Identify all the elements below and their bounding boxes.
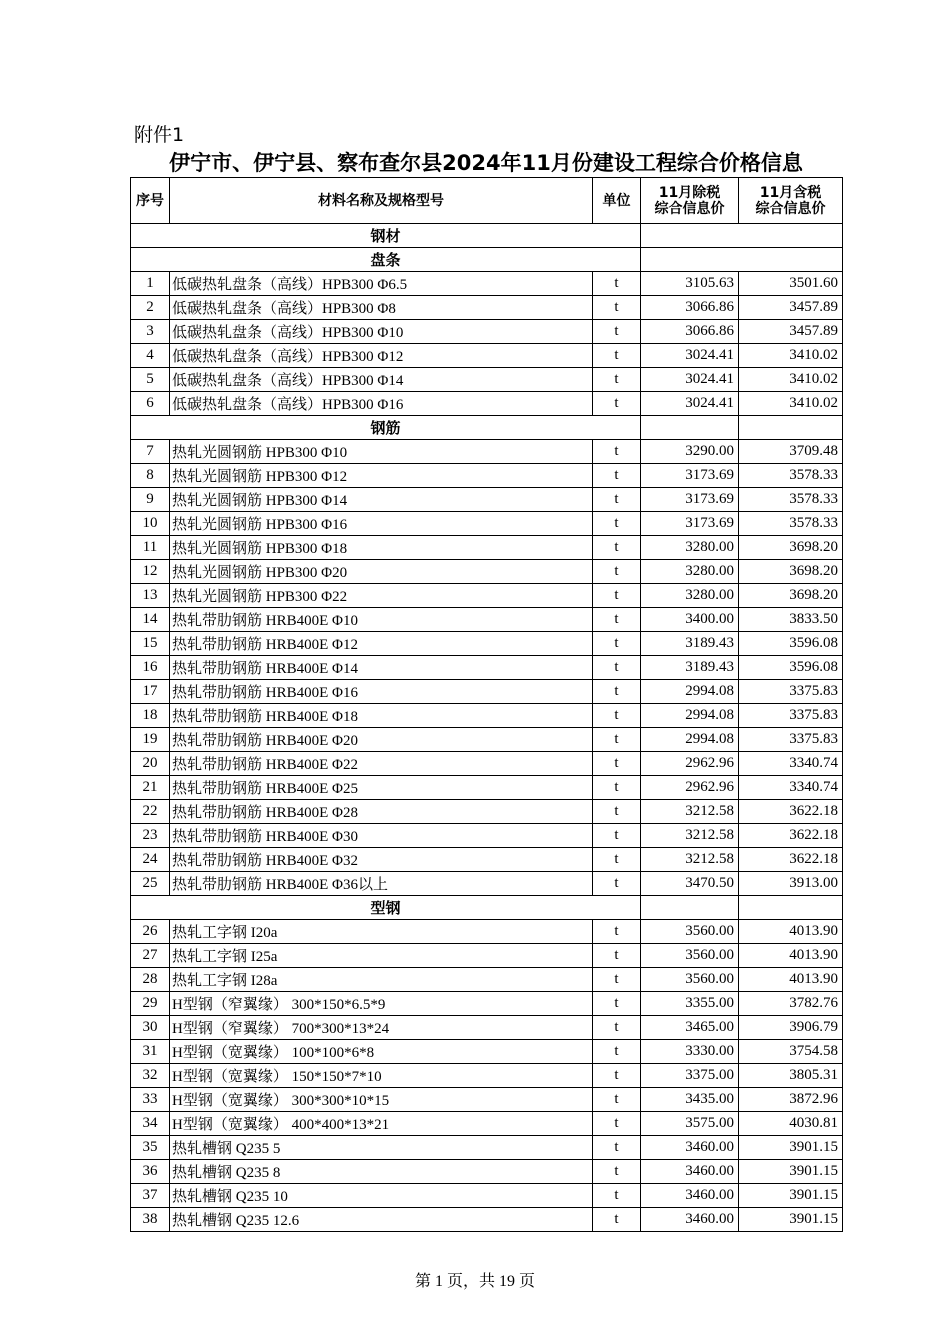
row-price-ex-tax: 3066.86 [641, 320, 739, 344]
row-no: 32 [131, 1064, 170, 1088]
row-material-name: 热轧带肋钢筋 HRB400E Φ14 [170, 656, 593, 680]
table-row [131, 272, 843, 296]
row-unit: t [593, 392, 641, 416]
row-price-incl-tax: 3410.02 [739, 344, 843, 368]
row-unit: t [593, 704, 641, 728]
row-material-name: H型钢（宽翼缘） 100*100*6*8 [170, 1040, 593, 1064]
row-no: 14 [131, 608, 170, 632]
header-price-in-line2: 综合信息价 [755, 200, 826, 217]
row-no: 9 [131, 488, 170, 512]
row-price-ex-tax: 3355.00 [641, 992, 739, 1016]
table-row [131, 872, 843, 896]
row-price-ex-tax: 3575.00 [641, 1112, 739, 1136]
row-material-name: 热轧带肋钢筋 HRB400E Φ36以上 [170, 872, 593, 896]
row-material-name: 低碳热轧盘条（高线）HPB300 Φ14 [170, 368, 593, 392]
row-no: 25 [131, 872, 170, 896]
table-row [131, 1112, 843, 1136]
row-unit: t [593, 560, 641, 584]
row-no: 1 [131, 272, 170, 296]
row-price-incl-tax: 3901.15 [739, 1208, 843, 1232]
row-price-incl-tax: 3782.76 [739, 992, 843, 1016]
page-title: 伊宁市、伊宁县、察布查尔县2024年11月份建设工程综合价格信息 [169, 151, 803, 175]
row-material-name: 低碳热轧盘条（高线）HPB300 Φ6.5 [170, 272, 593, 296]
row-unit: t [593, 488, 641, 512]
table-row [131, 752, 843, 776]
row-price-incl-tax: 3596.08 [739, 632, 843, 656]
row-material-name: 热轧带肋钢筋 HRB400E Φ18 [170, 704, 593, 728]
table-row [131, 1184, 843, 1208]
row-price-ex-tax: 3212.58 [641, 824, 739, 848]
row-unit: t [593, 752, 641, 776]
row-material-name: 低碳热轧盘条（高线）HPB300 Φ16 [170, 392, 593, 416]
row-unit: t [593, 944, 641, 968]
table-row [131, 656, 843, 680]
row-no: 36 [131, 1160, 170, 1184]
row-price-incl-tax: 4030.81 [739, 1112, 843, 1136]
row-price-incl-tax: 3410.02 [739, 392, 843, 416]
row-no: 5 [131, 368, 170, 392]
table-row [131, 560, 843, 584]
table-row [131, 824, 843, 848]
table-row [131, 776, 843, 800]
row-price-incl-tax: 3457.89 [739, 296, 843, 320]
row-price-ex-tax: 2994.08 [641, 704, 739, 728]
table-row [131, 392, 843, 416]
table-row [131, 728, 843, 752]
row-unit: t [593, 632, 641, 656]
row-price-ex-tax: 3173.69 [641, 464, 739, 488]
row-price-incl-tax: 3698.20 [739, 584, 843, 608]
header-name: 材料名称及规格型号 [170, 178, 593, 224]
header-price-in-line1: 11月含税 [759, 184, 822, 201]
row-price-ex-tax: 3189.43 [641, 632, 739, 656]
row-unit: t [593, 1136, 641, 1160]
table-row [131, 320, 843, 344]
row-material-name: 热轧光圆钢筋 HPB300 Φ12 [170, 464, 593, 488]
row-price-ex-tax: 3470.50 [641, 872, 739, 896]
row-unit: t [593, 1016, 641, 1040]
row-price-incl-tax: 3578.33 [739, 488, 843, 512]
row-price-ex-tax: 3400.00 [641, 608, 739, 632]
row-unit: t [593, 368, 641, 392]
row-material-name: 热轧光圆钢筋 HPB300 Φ16 [170, 512, 593, 536]
empty-cell [641, 248, 843, 272]
row-material-name: 热轧槽钢 Q235 10 [170, 1184, 593, 1208]
row-unit: t [593, 1184, 641, 1208]
row-price-ex-tax: 3460.00 [641, 1208, 739, 1232]
table-row [131, 944, 843, 968]
row-price-incl-tax: 3501.60 [739, 272, 843, 296]
row-material-name: 低碳热轧盘条（高线）HPB300 Φ12 [170, 344, 593, 368]
header-unit: 单位 [593, 178, 641, 224]
row-price-incl-tax: 3805.31 [739, 1064, 843, 1088]
row-price-incl-tax: 3622.18 [739, 824, 843, 848]
row-price-ex-tax: 3375.00 [641, 1064, 739, 1088]
row-price-incl-tax: 3906.79 [739, 1016, 843, 1040]
row-unit: t [593, 512, 641, 536]
row-price-incl-tax: 3833.50 [739, 608, 843, 632]
row-no: 17 [131, 680, 170, 704]
row-material-name: 热轧带肋钢筋 HRB400E Φ20 [170, 728, 593, 752]
row-material-name: 低碳热轧盘条（高线）HPB300 Φ10 [170, 320, 593, 344]
row-no: 20 [131, 752, 170, 776]
row-material-name: 热轧带肋钢筋 HRB400E Φ28 [170, 800, 593, 824]
row-price-incl-tax: 3872.96 [739, 1088, 843, 1112]
table-row [131, 848, 843, 872]
row-price-incl-tax: 3457.89 [739, 320, 843, 344]
row-price-ex-tax: 2994.08 [641, 728, 739, 752]
row-price-ex-tax: 3330.00 [641, 1040, 739, 1064]
row-price-incl-tax: 3375.83 [739, 728, 843, 752]
table-row [131, 368, 843, 392]
row-price-incl-tax: 3340.74 [739, 776, 843, 800]
table-row [131, 1208, 843, 1232]
row-price-ex-tax: 3212.58 [641, 800, 739, 824]
row-price-ex-tax: 3173.69 [641, 488, 739, 512]
table-row [131, 1016, 843, 1040]
row-unit: t [593, 320, 641, 344]
row-unit: t [593, 272, 641, 296]
row-price-incl-tax: 3698.20 [739, 536, 843, 560]
row-price-incl-tax: 4013.90 [739, 944, 843, 968]
row-price-ex-tax: 3189.43 [641, 656, 739, 680]
row-material-name: H型钢（宽翼缘） 300*300*10*15 [170, 1088, 593, 1112]
row-price-ex-tax: 3465.00 [641, 1016, 739, 1040]
row-price-ex-tax: 3280.00 [641, 560, 739, 584]
row-price-ex-tax: 3024.41 [641, 392, 739, 416]
row-unit: t [593, 296, 641, 320]
row-price-incl-tax: 3901.15 [739, 1160, 843, 1184]
row-no: 26 [131, 920, 170, 944]
row-material-name: 热轧槽钢 Q235 5 [170, 1136, 593, 1160]
row-no: 6 [131, 392, 170, 416]
row-material-name: 热轧带肋钢筋 HRB400E Φ12 [170, 632, 593, 656]
table-row [131, 608, 843, 632]
table-row [131, 512, 843, 536]
row-unit: t [593, 872, 641, 896]
row-price-incl-tax: 3754.58 [739, 1040, 843, 1064]
row-no: 12 [131, 560, 170, 584]
empty-cell [641, 416, 739, 440]
table-row [131, 536, 843, 560]
row-no: 31 [131, 1040, 170, 1064]
row-price-incl-tax: 3622.18 [739, 848, 843, 872]
row-no: 4 [131, 344, 170, 368]
row-no: 2 [131, 296, 170, 320]
row-unit: t [593, 584, 641, 608]
table-row [131, 296, 843, 320]
row-material-name: H型钢（窄翼缘） 700*300*13*24 [170, 1016, 593, 1040]
section-title: 钢材 [131, 224, 641, 248]
row-no: 19 [131, 728, 170, 752]
row-price-incl-tax: 3375.83 [739, 704, 843, 728]
row-unit: t [593, 1112, 641, 1136]
row-material-name: 热轧光圆钢筋 HPB300 Φ10 [170, 440, 593, 464]
empty-cell [739, 896, 843, 920]
table-row [131, 584, 843, 608]
row-unit: t [593, 728, 641, 752]
row-unit: t [593, 920, 641, 944]
row-no: 7 [131, 440, 170, 464]
empty-cell [641, 896, 739, 920]
empty-cell [641, 224, 843, 248]
row-no: 35 [131, 1136, 170, 1160]
table-row [131, 992, 843, 1016]
row-no: 27 [131, 944, 170, 968]
row-material-name: 热轧带肋钢筋 HRB400E Φ10 [170, 608, 593, 632]
row-price-ex-tax: 2994.08 [641, 680, 739, 704]
table-row [131, 800, 843, 824]
row-material-name: 热轧带肋钢筋 HRB400E Φ32 [170, 848, 593, 872]
price-table [130, 177, 843, 1232]
row-unit: t [593, 536, 641, 560]
section-title: 型钢 [131, 896, 641, 920]
row-no: 10 [131, 512, 170, 536]
row-price-ex-tax: 3066.86 [641, 296, 739, 320]
attachment-label: 附件1 [134, 124, 185, 146]
header-price-ex-line2: 综合信息价 [654, 200, 725, 217]
row-no: 28 [131, 968, 170, 992]
table-row [131, 704, 843, 728]
row-price-incl-tax: 3622.18 [739, 800, 843, 824]
empty-cell [739, 416, 843, 440]
row-price-incl-tax: 4013.90 [739, 920, 843, 944]
row-material-name: 热轧光圆钢筋 HPB300 Φ14 [170, 488, 593, 512]
table-row [131, 1040, 843, 1064]
row-no: 37 [131, 1184, 170, 1208]
row-no: 30 [131, 1016, 170, 1040]
table-row [131, 1136, 843, 1160]
category-row [131, 224, 843, 248]
row-price-ex-tax: 3460.00 [641, 1160, 739, 1184]
row-material-name: 热轧工字钢 I28a [170, 968, 593, 992]
row-unit: t [593, 992, 641, 1016]
row-price-ex-tax: 3024.41 [641, 344, 739, 368]
row-unit: t [593, 1064, 641, 1088]
row-price-incl-tax: 3913.00 [739, 872, 843, 896]
row-material-name: H型钢（宽翼缘） 150*150*7*10 [170, 1064, 593, 1088]
table-row [131, 488, 843, 512]
row-no: 18 [131, 704, 170, 728]
row-no: 16 [131, 656, 170, 680]
row-no: 22 [131, 800, 170, 824]
header-price-ex [641, 178, 739, 224]
row-price-incl-tax: 3410.02 [739, 368, 843, 392]
header-price-ex-line1: 11月除税 [658, 184, 721, 201]
row-material-name: 低碳热轧盘条（高线）HPB300 Φ8 [170, 296, 593, 320]
row-price-ex-tax: 2962.96 [641, 752, 739, 776]
row-unit: t [593, 1160, 641, 1184]
row-unit: t [593, 1040, 641, 1064]
row-price-ex-tax: 3280.00 [641, 536, 739, 560]
row-price-incl-tax: 4013.90 [739, 968, 843, 992]
table-row [131, 968, 843, 992]
row-no: 21 [131, 776, 170, 800]
row-no: 33 [131, 1088, 170, 1112]
row-material-name: 热轧光圆钢筋 HPB300 Φ18 [170, 536, 593, 560]
row-price-ex-tax: 3560.00 [641, 920, 739, 944]
row-price-ex-tax: 3290.00 [641, 440, 739, 464]
row-unit: t [593, 440, 641, 464]
row-price-ex-tax: 2962.96 [641, 776, 739, 800]
row-price-incl-tax: 3340.74 [739, 752, 843, 776]
row-price-incl-tax: 3698.20 [739, 560, 843, 584]
row-price-incl-tax: 3901.15 [739, 1136, 843, 1160]
table-row [131, 632, 843, 656]
row-unit: t [593, 608, 641, 632]
section-title: 盘条 [131, 248, 641, 272]
table-header-row [131, 178, 843, 224]
row-price-incl-tax: 3596.08 [739, 656, 843, 680]
header-price-in [739, 178, 843, 224]
row-no: 3 [131, 320, 170, 344]
row-no: 13 [131, 584, 170, 608]
row-material-name: 热轧带肋钢筋 HRB400E Φ25 [170, 776, 593, 800]
row-unit: t [593, 848, 641, 872]
table-row [131, 1160, 843, 1184]
row-material-name: 热轧槽钢 Q235 12.6 [170, 1208, 593, 1232]
row-unit: t [593, 1088, 641, 1112]
row-material-name: 热轧工字钢 I20a [170, 920, 593, 944]
row-price-incl-tax: 3375.83 [739, 680, 843, 704]
row-no: 24 [131, 848, 170, 872]
row-price-ex-tax: 3105.63 [641, 272, 739, 296]
row-unit: t [593, 680, 641, 704]
table-row [131, 440, 843, 464]
row-unit: t [593, 1208, 641, 1232]
row-price-incl-tax: 3578.33 [739, 464, 843, 488]
row-unit: t [593, 800, 641, 824]
row-unit: t [593, 824, 641, 848]
table-row [131, 344, 843, 368]
row-unit: t [593, 344, 641, 368]
price-table-body [131, 178, 843, 1232]
row-no: 34 [131, 1112, 170, 1136]
row-price-incl-tax: 3709.48 [739, 440, 843, 464]
row-no: 11 [131, 536, 170, 560]
row-unit: t [593, 968, 641, 992]
header-no: 序号 [131, 178, 170, 224]
table-row [131, 464, 843, 488]
row-no: 15 [131, 632, 170, 656]
section-row [131, 416, 843, 440]
table-row [131, 920, 843, 944]
page-footer: 第 1 页，共 19 页 [414, 1273, 535, 1290]
row-price-ex-tax: 3280.00 [641, 584, 739, 608]
section-row [131, 248, 843, 272]
row-material-name: 热轧光圆钢筋 HPB300 Φ20 [170, 560, 593, 584]
row-price-ex-tax: 3173.69 [641, 512, 739, 536]
row-unit: t [593, 464, 641, 488]
row-no: 38 [131, 1208, 170, 1232]
row-material-name: 热轧槽钢 Q235 8 [170, 1160, 593, 1184]
row-price-ex-tax: 3560.00 [641, 944, 739, 968]
table-row [131, 1088, 843, 1112]
row-price-ex-tax: 3212.58 [641, 848, 739, 872]
row-material-name: 热轧带肋钢筋 HRB400E Φ22 [170, 752, 593, 776]
row-material-name: H型钢（宽翼缘） 400*400*13*21 [170, 1112, 593, 1136]
row-price-ex-tax: 3460.00 [641, 1184, 739, 1208]
row-material-name: 热轧工字钢 I25a [170, 944, 593, 968]
row-no: 8 [131, 464, 170, 488]
row-material-name: 热轧带肋钢筋 HRB400E Φ16 [170, 680, 593, 704]
row-price-ex-tax: 3560.00 [641, 968, 739, 992]
row-price-ex-tax: 3435.00 [641, 1088, 739, 1112]
row-material-name: 热轧带肋钢筋 HRB400E Φ30 [170, 824, 593, 848]
row-material-name: H型钢（窄翼缘） 300*150*6.5*9 [170, 992, 593, 1016]
row-unit: t [593, 656, 641, 680]
row-no: 23 [131, 824, 170, 848]
row-unit: t [593, 776, 641, 800]
section-title: 钢筋 [131, 416, 641, 440]
row-material-name: 热轧光圆钢筋 HPB300 Φ22 [170, 584, 593, 608]
row-price-ex-tax: 3024.41 [641, 368, 739, 392]
row-price-incl-tax: 3901.15 [739, 1184, 843, 1208]
row-price-incl-tax: 3578.33 [739, 512, 843, 536]
table-row [131, 1064, 843, 1088]
section-row [131, 896, 843, 920]
table-row [131, 680, 843, 704]
row-no: 29 [131, 992, 170, 1016]
row-price-ex-tax: 3460.00 [641, 1136, 739, 1160]
